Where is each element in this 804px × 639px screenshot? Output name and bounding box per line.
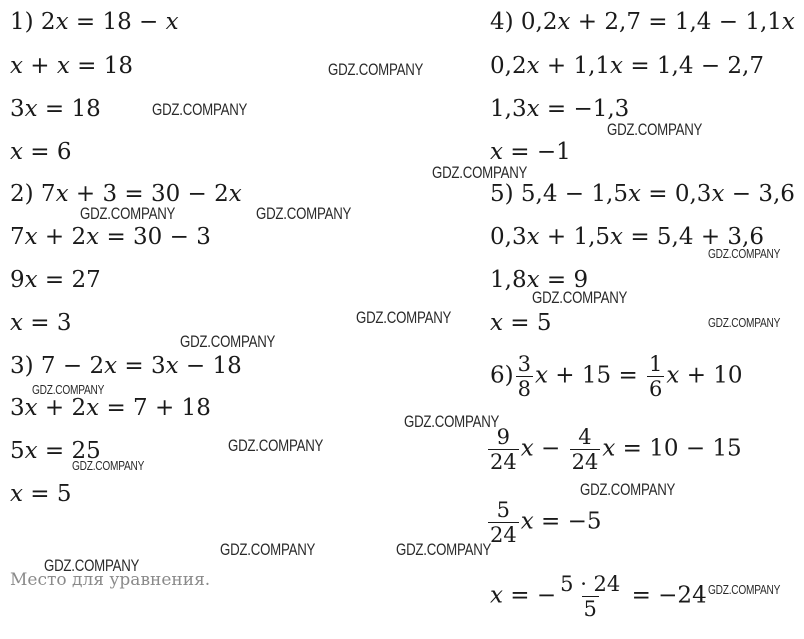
eq6-line4: x = − $\frac{5 \cdot 24}{5}$ = −24	[490, 572, 707, 621]
watermark: GDZ.COMPANY	[532, 288, 628, 307]
eq5-line1: 5) 5,4 − 1,5x = 0,3x − 3,6	[490, 181, 795, 207]
eq1-line1: 1) 2x = 18 − x	[10, 9, 179, 35]
eq3-line4: x = 5	[10, 481, 72, 507]
watermark: GDZ.COMPANY	[580, 480, 676, 499]
task-number: 6)	[490, 362, 514, 389]
fraction: $\frac{9}{24}$	[490, 425, 517, 474]
eq5-line3: 1,8x = 9	[490, 267, 589, 293]
watermark: GDZ.COMPANY	[152, 100, 248, 119]
placeholder-note: Место для уравнения.	[10, 570, 211, 590]
fraction: $\frac{5 \cdot 24}{5}$	[560, 572, 621, 621]
eq5-line4: x = 5	[490, 310, 552, 336]
task-number: 4)	[490, 9, 514, 35]
watermark: GDZ.COMPANY	[432, 163, 528, 182]
task-number: 2)	[10, 181, 34, 207]
eq3-line1: 3) 7 − 2x = 3x − 18	[10, 353, 242, 379]
watermark: GDZ.COMPANY	[80, 204, 176, 223]
watermark: GDZ.COMPANY	[228, 436, 324, 455]
eq4-line2: 0,2x + 1,1x = 1,4 − 2,7	[490, 53, 764, 79]
watermark: GDZ.COMPANY	[72, 458, 145, 473]
watermark: GDZ.COMPANY	[220, 540, 316, 559]
watermark: GDZ.COMPANY	[396, 540, 492, 559]
eq4-line4: x = −1	[490, 139, 571, 165]
watermark: GDZ.COMPANY	[256, 204, 352, 223]
eq6-line3: $\frac{5}{24}$ x = −5	[490, 498, 602, 547]
watermark: GDZ.COMPANY	[708, 315, 781, 330]
eq2-line3: 9x = 27	[10, 267, 101, 293]
fraction: $\frac{5}{24}$	[490, 498, 517, 547]
watermark: GDZ.COMPANY	[404, 412, 500, 431]
fraction: $\frac{4}{24}$	[571, 425, 599, 474]
task-number: 3)	[10, 353, 34, 379]
task-number: 1)	[10, 9, 34, 35]
eq6-line2: $\frac{9}{24}$ x − $\frac{4}{24}$ x = 10 − 15	[490, 425, 742, 474]
watermark: GDZ.COMPANY	[44, 556, 140, 575]
eq1-line4: x = 6	[10, 139, 72, 165]
eq4-line1: 4) 0,2x + 2,7 = 1,4 − 1,1x	[490, 9, 795, 35]
eq1-line3: 3x = 18	[10, 96, 101, 122]
eq1-line2: x + x = 18	[10, 53, 134, 79]
eq3-line2: 3x + 2x = 7 + 18	[10, 395, 211, 421]
eq2-line4: x = 3	[10, 310, 72, 336]
eq2-line2: 7x + 2x = 30 − 3	[10, 224, 211, 250]
eq6-line1: 6) $\frac{3}{8}$ x + 15 = $\frac{1}{6}$ x + 10	[490, 352, 743, 401]
watermark: GDZ.COMPANY	[708, 582, 781, 597]
fraction: $\frac{1}{6}$	[649, 352, 663, 401]
eq2-line1: 2) 7x + 3 = 30 − 2x	[10, 181, 242, 207]
watermark: GDZ.COMPANY	[708, 246, 781, 261]
watermark: GDZ.COMPANY	[356, 308, 452, 327]
task-number: 5)	[490, 181, 514, 207]
watermark: GDZ.COMPANY	[180, 332, 276, 351]
watermark: GDZ.COMPANY	[607, 120, 703, 139]
fraction: $\frac{3}{8}$	[517, 352, 531, 401]
eq3-line3: 5x = 25	[10, 438, 101, 464]
eq4-line3: 1,3x = −1,3	[490, 96, 630, 122]
eq5-line2: 0,3x + 1,5x = 5,4 + 3,6	[490, 224, 764, 250]
watermark: GDZ.COMPANY	[328, 60, 424, 79]
watermark: GDZ.COMPANY	[32, 382, 105, 397]
